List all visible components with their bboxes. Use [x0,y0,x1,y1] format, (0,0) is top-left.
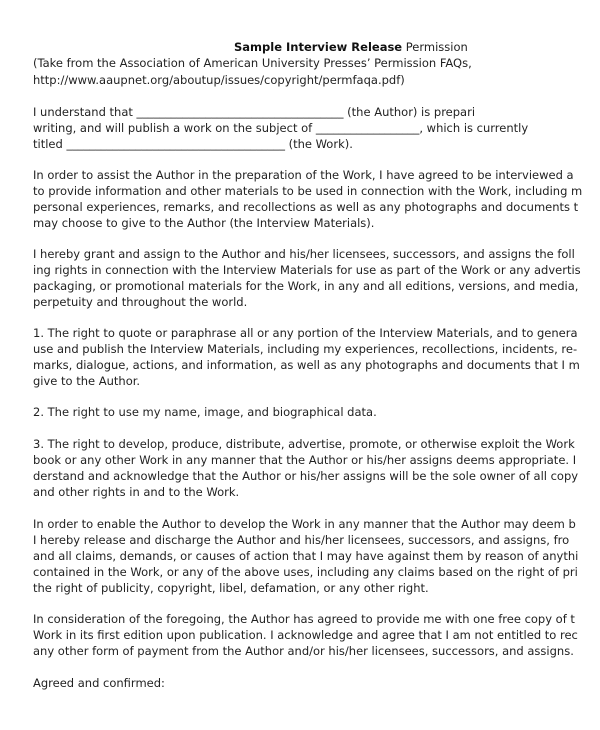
para8-line: Work in its first edition upon publication. I acknowledge and agree that I am not entitled to rec [33,628,578,642]
para5-line: 2. The right to use my name, image, and biographical data. [33,405,377,419]
para1-line: I understand that ____________________________________ (the Author) is prepari [33,105,476,119]
title-rest: Permission [402,40,468,54]
closing-line: Agreed and confirmed: [33,676,165,690]
para6-line: derstand and acknowledge that the Author or his/her assigns will be the sole owner of all copy [33,469,579,483]
para7-line: the right of publicity, copyright, libel, defamation, or any other right. [33,581,429,595]
para3-line: perpetuity and throughout the world. [33,295,248,309]
para7-line: and all claims, demands, or causes of action that I may have against them by reason of anythi [33,549,579,563]
para6-line: book or any other Work in any manner that the Author or his/her assigns deems appropriate. I [33,453,577,467]
document-title [234,39,468,55]
para2-line: personal experiences, remarks, and recollections as well as any photographs and documents t [33,200,579,214]
source-line-2: http://www.aaupnet.org/aboutup/issues/copyright/permfaqa.pdf) [33,73,405,87]
para3-line: I hereby grant and assign to the Author and his/her licensees, successors, and assigns the foll [33,247,575,261]
source-line-1: (Take from the Association of American University Presses’ Permission FAQs, [33,56,472,70]
para4-line: marks, dialogue, actions, and information, as well as any photographs and documents that I m [33,358,580,372]
para4-line: use and publish the Interview Materials, including my experiences, recollections, incidents, re- [33,342,578,356]
para8-line: In consideration of the foregoing, the Author has agreed to provide me with one free copy of t [33,612,575,626]
para7-line: In order to enable the Author to develop the Work in any manner that the Author may deem b [33,517,576,531]
para2-line: to provide information and other materials to be used in connection with the Work, including m [33,184,583,198]
para1-line: writing, and will publish a work on the subject of __________________, which is currently [33,121,529,135]
para7-line: contained in the Work, or any of the above uses, including any claims based on the right of pri [33,565,578,579]
para2-line: may choose to give to the Author (the Interview Materials). [33,216,375,230]
para3-line: ing rights in connection with the Interview Materials for use as part of the Work or any advertis [33,263,581,277]
para8-line: any other form of payment from the Author and/or his/her licensees, successors, and assigns. [33,644,574,658]
para4-line: 1. The right to quote or paraphrase all or any portion of the Interview Materials, and to genera [33,326,578,340]
title-bold: Sample Interview Release [234,40,403,54]
para6-line: 3. The right to develop, produce, distribute, advertise, promote, or otherwise exploit the Work [33,437,575,451]
para3-line: packaging, or promotional materials for the Work, in any and all editions, versions, and media, [33,279,579,293]
para6-line: and other rights in and to the Work. [33,485,240,499]
para2-line: In order to assist the Author in the preparation of the Work, I have agreed to be interviewed a [33,168,574,182]
para1-line: titled ______________________________________ (the Work). [33,137,353,151]
para7-line: I hereby release and discharge the Author and his/her licensees, successors, and assigns, fro [33,533,570,547]
para4-line: give to the Author. [33,374,141,388]
